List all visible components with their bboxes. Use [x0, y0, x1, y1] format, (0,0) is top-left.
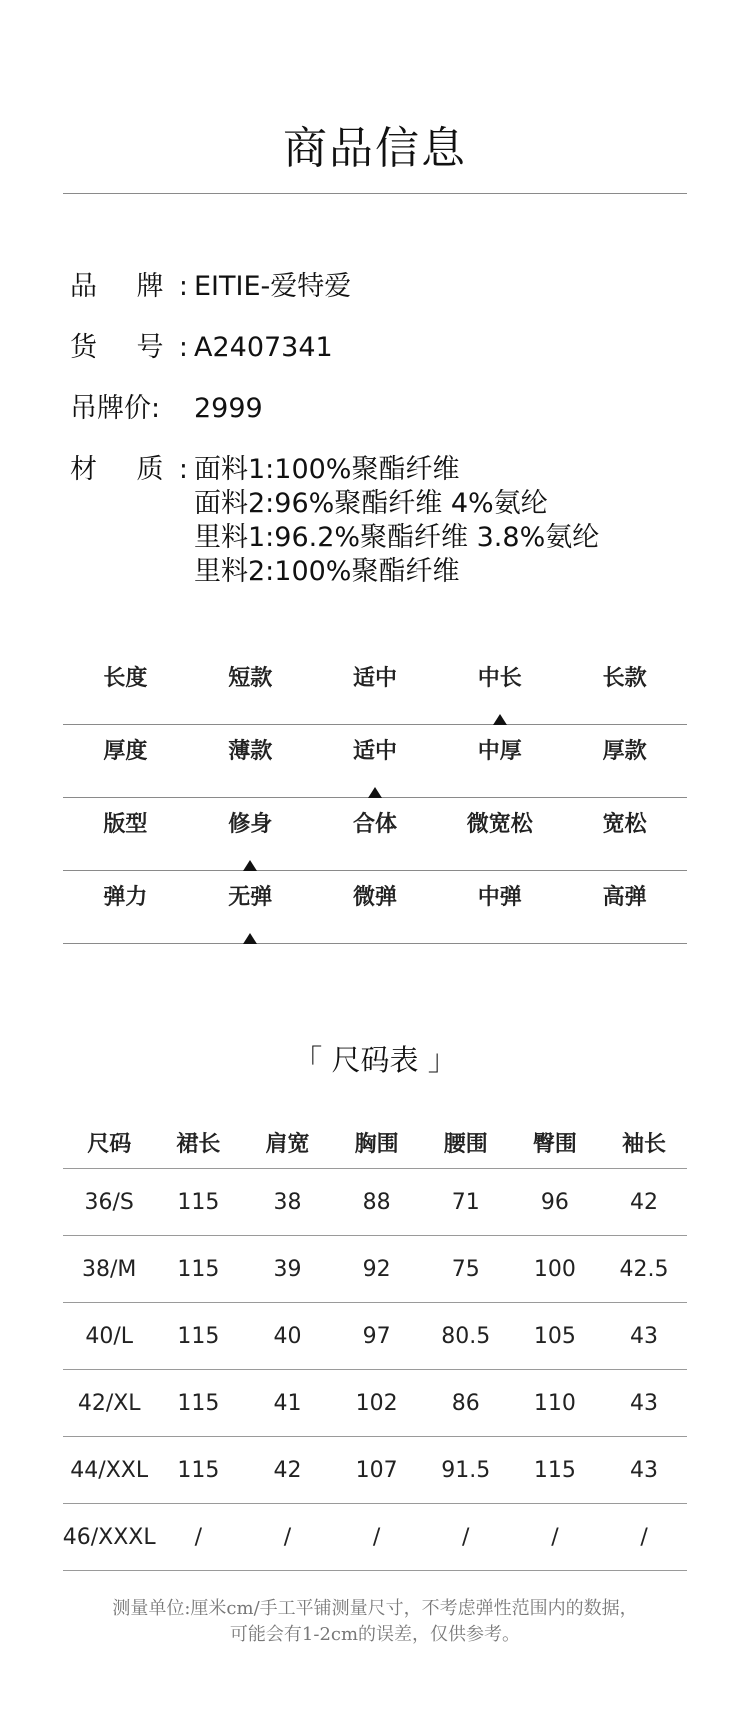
brand-value: EITIE-爱特爱 — [194, 271, 352, 302]
table-cell: 88 — [362, 1189, 391, 1215]
measurement-note — [0, 1596, 750, 1648]
table-cell: 44/XXL — [70, 1457, 149, 1483]
material-label: 材 质: — [70, 454, 188, 485]
attribute-option: 高弹 — [602, 885, 647, 910]
table-cell: 115 — [177, 1390, 220, 1416]
size-chart-table — [63, 1113, 687, 1571]
attribute-option: 微弹 — [352, 885, 397, 910]
table-cell: 43 — [630, 1457, 659, 1483]
selected-marker — [243, 860, 257, 871]
attribute-option: 适中 — [352, 666, 397, 691]
attribute-option: 中长 — [477, 666, 522, 691]
attribute-row — [63, 798, 687, 871]
attribute-option: 适中 — [352, 739, 397, 764]
table-cell: 43 — [630, 1323, 659, 1349]
column-header: 裙长 — [176, 1132, 221, 1157]
attribute-name: 版型 — [103, 812, 148, 837]
attribute-scales — [63, 652, 687, 944]
attribute-option: 微宽松 — [466, 812, 533, 837]
table-cell: 42/XL — [77, 1390, 141, 1416]
table-cell: 110 — [533, 1390, 576, 1416]
attribute-option: 宽松 — [602, 812, 647, 837]
attribute-option: 中弹 — [477, 885, 522, 910]
table-cell: 41 — [273, 1390, 302, 1416]
attribute-name: 厚度 — [103, 739, 148, 764]
brand-row — [70, 270, 710, 304]
table-cell: 115 — [533, 1457, 576, 1483]
price-label: 吊牌价: — [70, 393, 161, 424]
attribute-option: 合体 — [352, 812, 397, 837]
price-value: 2999 — [194, 393, 263, 424]
table-header-row — [63, 1113, 687, 1169]
table-row — [63, 1236, 687, 1303]
table-cell: / — [283, 1524, 292, 1550]
table-cell: 36/S — [84, 1189, 134, 1215]
attribute-option: 薄款 — [228, 739, 273, 764]
table-cell: / — [462, 1524, 470, 1550]
table-cell: 86 — [451, 1390, 480, 1416]
table-row — [63, 1169, 687, 1236]
price-row — [70, 392, 710, 426]
sku-value: A2407341 — [194, 332, 333, 363]
material-line: 面料2:96%聚酯纤维 4%氨纶 — [194, 488, 548, 519]
table-cell: / — [640, 1524, 648, 1550]
material-row — [70, 453, 710, 589]
table-cell: 39 — [273, 1256, 302, 1282]
selected-marker — [243, 933, 257, 944]
attribute-option: 厚款 — [602, 739, 647, 764]
table-cell: 38 — [273, 1189, 302, 1215]
table-cell: 115 — [177, 1256, 220, 1282]
attribute-option: 短款 — [228, 666, 273, 691]
attribute-row — [63, 725, 687, 798]
column-header: 肩宽 — [265, 1132, 310, 1157]
attribute-option: 长款 — [602, 666, 647, 691]
table-cell: 115 — [177, 1323, 220, 1349]
table-row — [63, 1504, 687, 1571]
table-cell: 75 — [451, 1256, 480, 1282]
table-cell: 38/M — [82, 1256, 137, 1282]
table-cell: 97 — [362, 1323, 391, 1349]
table-cell: 42 — [630, 1189, 659, 1215]
table-cell: / — [551, 1524, 559, 1550]
table-cell: 115 — [177, 1189, 220, 1215]
sku-label: 货 号: — [70, 332, 188, 363]
title-divider — [63, 193, 687, 194]
attribute-option: 无弹 — [228, 885, 273, 910]
table-cell: 100 — [533, 1256, 576, 1282]
table-cell: 71 — [451, 1189, 480, 1215]
column-header: 尺码 — [87, 1132, 132, 1157]
selected-marker — [368, 787, 382, 798]
table-cell: 107 — [355, 1457, 398, 1483]
table-cell: / — [372, 1524, 381, 1550]
table-cell: / — [194, 1524, 203, 1550]
table-cell: 43 — [630, 1390, 659, 1416]
table-cell: 42 — [273, 1457, 302, 1483]
attribute-row — [63, 652, 687, 725]
table-cell: 96 — [540, 1189, 569, 1215]
sku-row — [70, 331, 710, 365]
brand-label: 品 牌: — [70, 271, 188, 302]
page-title: 商品信息 — [283, 123, 467, 174]
attribute-option: 修身 — [228, 812, 273, 837]
material-line: 里料2:100%聚酯纤维 — [194, 556, 460, 587]
table-cell: 46/XXXL — [62, 1524, 156, 1550]
product-info — [70, 270, 710, 589]
column-header: 袖长 — [622, 1132, 667, 1157]
size-chart-title: 「 尺码表 」 — [293, 1043, 457, 1077]
table-row — [63, 1303, 687, 1370]
column-header: 胸围 — [354, 1132, 399, 1157]
attribute-option: 中厚 — [477, 739, 522, 764]
table-row — [63, 1370, 687, 1437]
table-cell: 92 — [362, 1256, 391, 1282]
material-line: 里料1:96.2%聚酯纤维 3.8%氨纶 — [194, 522, 600, 553]
material-line: 面料1:100%聚酯纤维 — [194, 454, 460, 485]
table-cell: 105 — [533, 1323, 576, 1349]
table-row — [63, 1437, 687, 1504]
attribute-row — [63, 871, 687, 944]
table-cell: 102 — [355, 1390, 398, 1416]
table-cell: 42.5 — [619, 1256, 669, 1282]
attribute-name: 弹力 — [103, 885, 148, 910]
material-value — [194, 453, 710, 589]
note-line: 可能会有1-2cm的误差，仅供参考。 — [229, 1624, 521, 1645]
table-cell: 91.5 — [441, 1457, 491, 1483]
attribute-name: 长度 — [103, 666, 148, 691]
table-cell: 115 — [177, 1457, 220, 1483]
table-cell: 40 — [273, 1323, 302, 1349]
table-cell: 80.5 — [441, 1323, 491, 1349]
column-header: 臀围 — [532, 1132, 577, 1157]
column-header: 腰围 — [443, 1132, 488, 1157]
table-cell: 40/L — [85, 1323, 134, 1349]
note-line: 测量单位:厘米cm/手工平铺测量尺寸，不考虑弹性范围内的数据， — [112, 1598, 638, 1619]
selected-marker — [493, 714, 507, 725]
